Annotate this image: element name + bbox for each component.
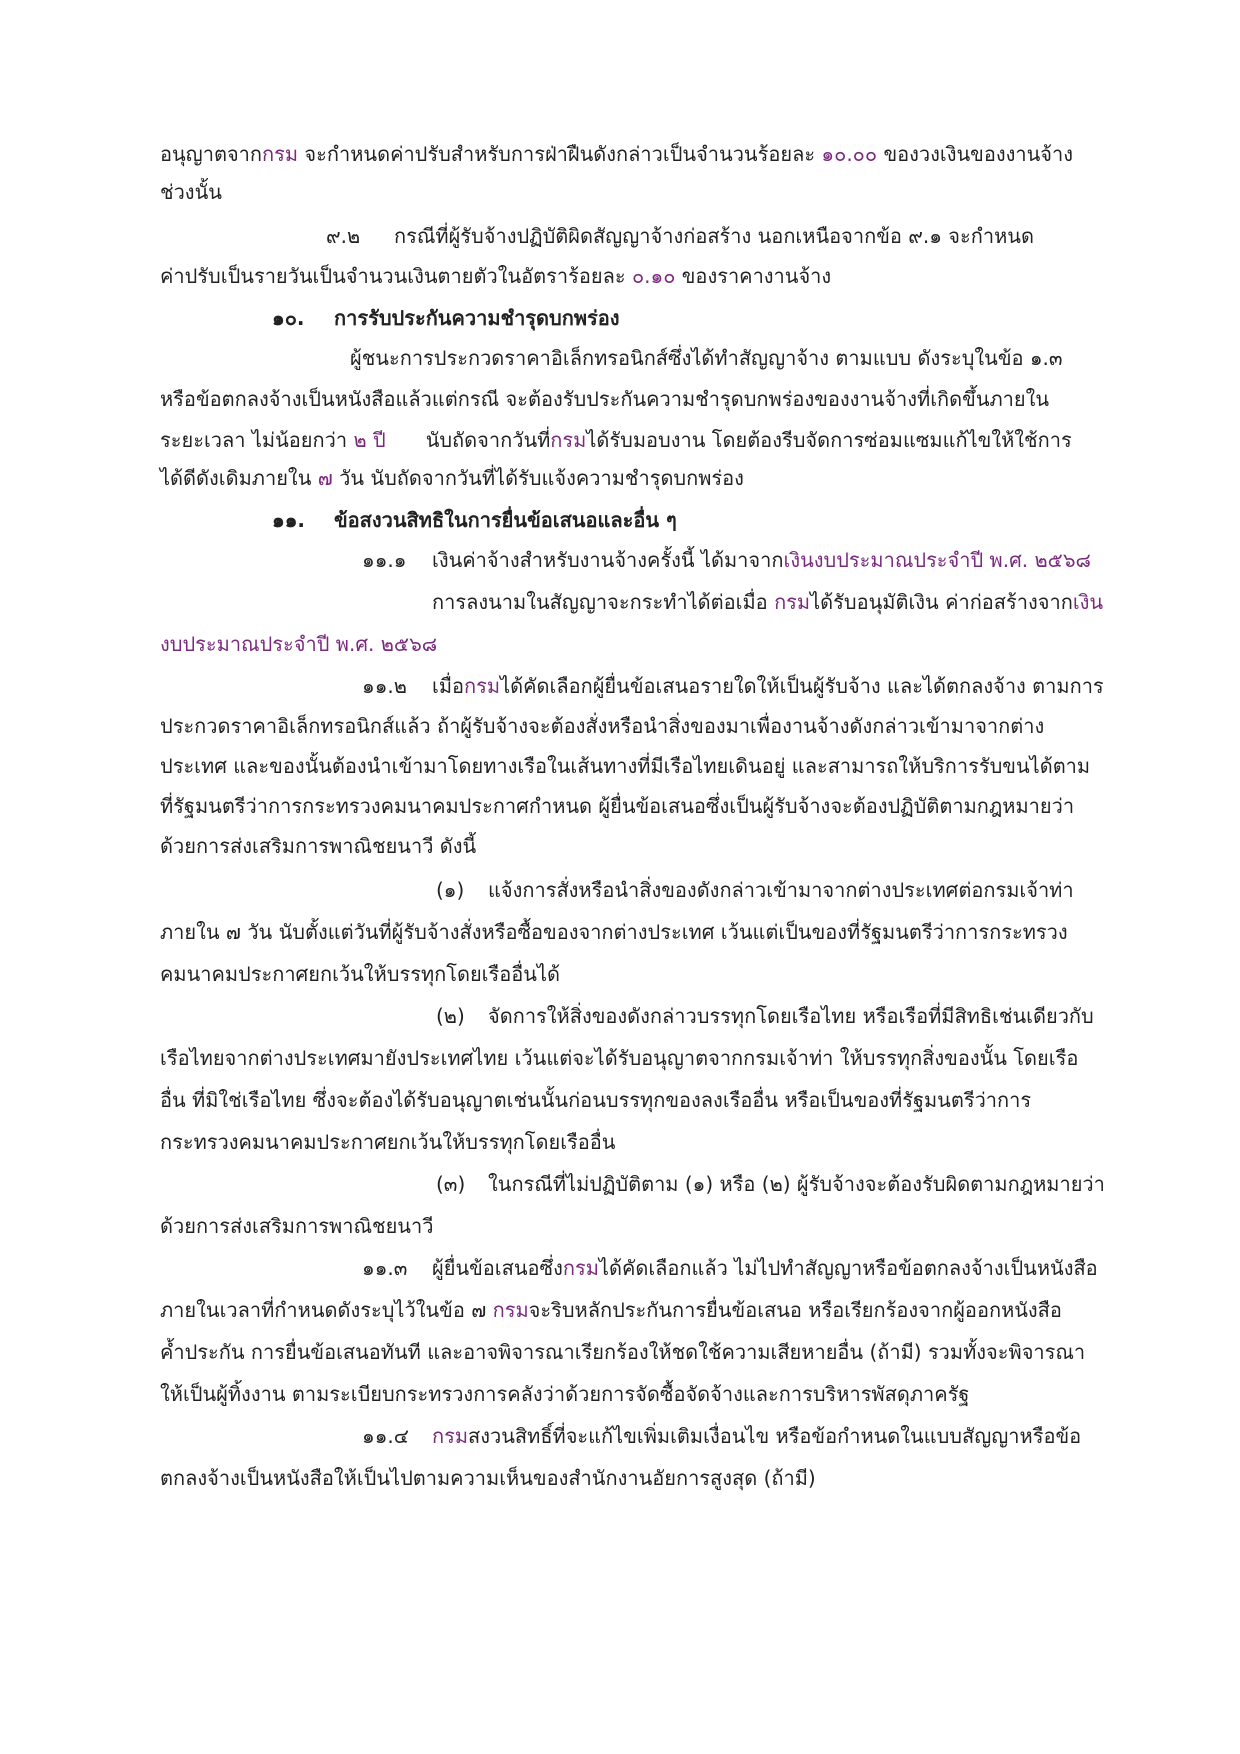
clause-number: ๑๑.๔: [362, 1424, 409, 1448]
paragraph-line: ภายในเวลาที่กำหนดดังระบุไว้ในข้อ ๗ กรมจะริบหลักประกันการยื่นข้อเสนอ หรือเรียกร้องจากผู้ออกหนังสือ: [160, 1298, 1062, 1322]
section-number: ๑๑.: [272, 508, 305, 532]
budget-source: เงินงบประมาณประจำปี พ.ศ. ๒๕๖๘: [783, 548, 1091, 572]
paragraph-line: ช่วงนั้น: [160, 180, 222, 204]
paragraph-line: กรณีที่ผู้รับจ้างปฏิบัติผิดสัญญาจ้างก่อสร้าง นอกเหนือจากข้อ ๙.๑ จะกำหนด: [394, 224, 1034, 248]
budget-source: เงิน: [1072, 590, 1104, 614]
paragraph-line: ประกวดราคาอิเล็กทรอนิกส์แล้ว ถ้าผู้รับจ้างจะต้องสั่งหรือนำสิ่งของมาเพื่องานจ้างดังกล่าวเข้ามาจากต่าง: [160, 714, 1045, 738]
paragraph-line: เรือไทยจากต่างประเทศมายังประเทศไทย เว้นแต่จะได้รับอนุญาตจากกรมเจ้าท่า ให้บรรทุกสิ่งของนั้น โดยเรือ: [160, 1046, 1079, 1070]
paragraph-line: หรือข้อตกลงจ้างเป็นหนังสือแล้วแต่กรณี จะต้องรับประกันความชำรุดบกพร่องของงานจ้างที่เกิดขึ้นภายใน: [160, 387, 1050, 411]
department-ref: กรม: [492, 1298, 529, 1322]
paragraph-line: เมื่อกรมได้คัดเลือกผู้ยื่นข้อเสนอรายใดให้เป็นผู้รับจ้าง และได้ตกลงจ้าง ตามการ: [432, 674, 1104, 698]
paragraph-line: ภายใน ๗ วัน นับตั้งแต่วันที่ผู้รับจ้างสั่งหรือซื้อของจากต่างประเทศ เว้นแต่เป็นของที่รัฐมนตรีว่าการกระทรวง: [160, 920, 1068, 944]
daily-penalty-rate: ๐.๑๐: [631, 264, 676, 288]
penalty-rate: ๑๐.๐๐: [821, 142, 878, 166]
section-heading: ข้อสงวนสิทธิในการยื่นข้อเสนอและอื่น ๆ: [334, 508, 677, 532]
paragraph-line: กระทรวงคมนาคมประกาศยกเว้นให้บรรทุกโดยเรืออื่น: [160, 1130, 616, 1154]
department-ref: กรม: [432, 1424, 469, 1448]
paragraph-line: ผู้ยื่นข้อเสนอซึ่งกรมได้คัดเลือกแล้ว ไม่ไปทำสัญญาหรือข้อตกลงจ้างเป็นหนังสือ: [432, 1256, 1098, 1280]
section-heading: การรับประกันความชำรุดบกพร่อง: [334, 306, 620, 330]
paragraph-line: ได้ดีดังเดิมภายใน ๗ วัน นับถัดจากวันที่ได้รับแจ้งความชำรุดบกพร่อง: [160, 466, 744, 490]
paragraph-line: ด้วยการส่งเสริมการพาณิชยนาวี: [160, 1214, 434, 1238]
paragraph-line: ตกลงจ้างเป็นหนังสือให้เป็นไปตามความเห็นของสำนักงานอัยการสูงสุด (ถ้ามี): [160, 1466, 816, 1490]
budget-source: งบประมาณประจำปี พ.ศ. ๒๕๖๘: [160, 632, 438, 656]
warranty-period: ๒ ปี: [353, 428, 386, 452]
paragraph-line: การลงนามในสัญญาจะกระทำได้ต่อเมื่อ กรมได้รับอนุมัติเงิน ค่าก่อสร้างจากเงิน: [432, 590, 1104, 614]
clause-number: ๙.๒: [326, 224, 361, 248]
paragraph-line: จัดการให้สิ่งของดังกล่าวบรรทุกโดยเรือไทย หรือเรือที่มีสิทธิเช่นเดียวกับ: [488, 1004, 1094, 1028]
paragraph-line: คมนาคมประกาศยกเว้นให้บรรทุกโดยเรืออื่นได้: [160, 962, 560, 986]
paragraph-line: ประเทศ และของนั้นต้องนำเข้ามาโดยทางเรือในเส้นทางที่มีเรือไทยเดินอยู่ และสามารถให้บริการรับขนได้ตาม: [160, 754, 1091, 778]
paragraph-line: อื่น ที่มิใช่เรือไทย ซึ่งจะต้องได้รับอนุญาตเช่นนั้นก่อนบรรทุกของลงเรืออื่น หรือเป็นของที่รัฐมนตรีว่าการ: [160, 1088, 1032, 1112]
paragraph-line: ด้วยการส่งเสริมการพาณิชยนาวี ดังนี้: [160, 834, 477, 858]
department-ref: กรม: [562, 1256, 599, 1280]
paragraph-line: ค้ำประกัน การยื่นข้อเสนอทันที และอาจพิจารณาเรียกร้องให้ชดใช้ความเสียหายอื่น (ถ้ามี) รวมทั้งจะพิจารณา: [160, 1340, 1086, 1364]
paragraph-line: ผู้ชนะการประกวดราคาอิเล็กทรอนิกส์ซึ่งได้ทำสัญญาจ้าง ตามแบบ ดังระบุในข้อ ๑.๓: [350, 346, 1063, 370]
paragraph-line: เงินค่าจ้างสำหรับงานจ้างครั้งนี้ ได้มาจากเงินงบประมาณประจำปี พ.ศ. ๒๕๖๘: [432, 548, 1091, 572]
paragraph-line: ระยะเวลา ไม่น้อยกว่า ๒ ปี นับถัดจากวันที่กรมได้รับมอบงาน โดยต้องรีบจัดการซ่อมแซมแก้ไขให้ใช้การ: [160, 428, 1072, 452]
sub-item-number: (๑): [436, 878, 465, 902]
paragraph-line: แจ้งการสั่งหรือนำสิ่งของดังกล่าวเข้ามาจากต่างประเทศต่อกรมเจ้าท่า: [488, 878, 1074, 902]
clause-number: ๑๑.๓: [362, 1256, 408, 1280]
paragraph-line: อนุญาตจากกรม จะกำหนดค่าปรับสำหรับการฝ่าฝืนดังกล่าวเป็นจำนวนร้อยละ ๑๐.๐๐ ของวงเงินของงานจ้าง: [160, 142, 1074, 166]
department-ref: กรม: [464, 674, 501, 698]
paragraph-line: กรมสงวนสิทธิ์ที่จะแก้ไขเพิ่มเติมเงื่อนไข หรือข้อกำหนดในแบบสัญญาหรือข้อ: [432, 1424, 1082, 1448]
section-number: ๑๐.: [272, 306, 305, 330]
paragraph-line: ที่รัฐมนตรีว่าการกระทรวงคมนาคมประกาศกำหนด ผู้ยื่นข้อเสนอซึ่งเป็นผู้รับจ้างจะต้องปฏิบัติตามกฎหมายว่า: [160, 794, 1075, 818]
department-ref: กรม: [262, 142, 299, 166]
paragraph-line: ในกรณีที่ไม่ปฏิบัติตาม (๑) หรือ (๒) ผู้รับจ้างจะต้องรับผิดตามกฎหมายว่า: [488, 1172, 1105, 1196]
sub-item-number: (๓): [436, 1172, 466, 1196]
department-ref: กรม: [774, 590, 811, 614]
repair-days: ๗: [317, 466, 333, 490]
clause-number: ๑๑.๒: [362, 674, 407, 698]
clause-number: ๑๑.๑: [362, 548, 407, 572]
paragraph-line: ค่าปรับเป็นรายวันเป็นจำนวนเงินตายตัวในอัตราร้อยละ ๐.๑๐ ของราคางานจ้าง: [160, 264, 832, 288]
sub-item-number: (๒): [436, 1004, 465, 1028]
paragraph-line: ให้เป็นผู้ทิ้งงาน ตามระเบียบกระทรวงการคลังว่าด้วยการจัดซื้อจัดจ้างและการบริหารพัสดุภาครัฐ: [160, 1382, 970, 1406]
department-ref: กรม: [550, 428, 587, 452]
